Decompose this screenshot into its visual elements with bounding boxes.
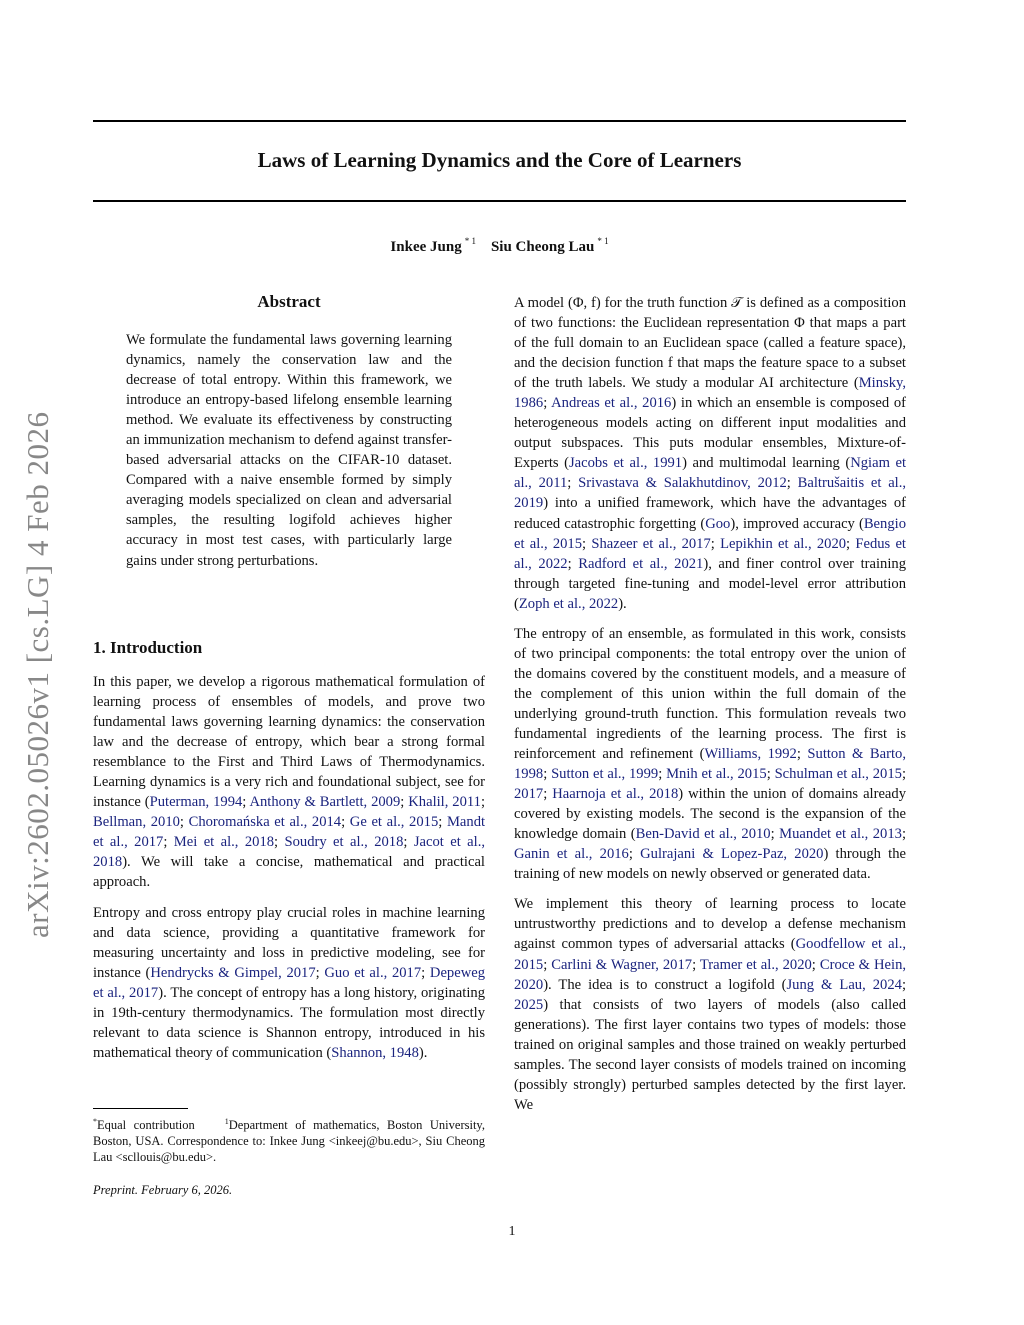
citation-link[interactable]: Goodfellow et al., 2015 (514, 936, 907, 973)
citation-link[interactable]: Bellman, 2010 (93, 814, 180, 831)
citation-link[interactable]: Minsky, 1986 (514, 375, 906, 412)
citation-link[interactable]: Sutton et al., 1999 (551, 766, 659, 783)
citation-link[interactable]: Hendrycks & Gimpel, 2017 (150, 964, 316, 981)
arxiv-stamp: arXiv:2602.05026v1 [cs.LG] 4 Feb 2026 (20, 411, 55, 938)
citation-link[interactable]: Mei et al., 2018 (173, 834, 275, 851)
citation-link[interactable]: Lepikhin et al., 2020 (720, 535, 847, 552)
citation-link[interactable]: Haarnoja et al., 2018 (552, 786, 679, 803)
citation-link[interactable]: Khalil, 2011 (408, 794, 481, 811)
citation-link[interactable]: Baltrušaitis et al., 2019 (514, 475, 907, 512)
citation-link[interactable]: Radford et al., 2021 (578, 555, 704, 572)
author-line (93, 236, 906, 256)
abstract-text: We formulate the fundamental laws governing learning dynamics, namely the conservation law and the decrease of total entropy. Within this framework, we introduce an entropy-based lifelong ensemble learning method. We evaluate its effectiveness by constructing an immunization mechanism to defend against transfer-based adversarial attacks on the CIFAR-10 dataset. Compared with a naive ensemble formed by simply averaging models specialized on clean and adversarial samples, the resulting logifold achieves higher accuracy in most test cases, with particularly large gains under strong perturbations. (126, 332, 452, 569)
author-name: Inkee Jung (390, 239, 462, 255)
citation-link[interactable]: Jacot et al., 2018 (93, 834, 485, 871)
citation-link[interactable]: Carlini & Wagner, 2017 (551, 956, 693, 973)
citation-link[interactable]: 2025 (514, 996, 544, 1013)
author-affil: * 1 (464, 236, 476, 246)
citation-link[interactable]: Depeweg et al., 2017 (93, 964, 486, 1001)
paragraph: We implement this theory of learning process to locate untrustworthy predictions and to develop a defense mechanism against common types of adversarial attacks (Goodfellow et al., 2015; Carlini & Wagner, 2017; Tramer et al., 2020; Croce & Hein, 2020). The idea is to construct a logifold (Jung & Lau, 2024; 2025) that consists of two layers of models (also called generations). The first layer contains two types of models: those trained on original samples and those trained on weakly perturbed samples. The second layer consists of models trained on incoming (possibly strongly) perturbed samples detected by the first layer. We (514, 896, 907, 1113)
citation-link[interactable]: Andreas et al., 2016 (551, 395, 672, 412)
footnote-mark: * (93, 1117, 97, 1126)
paragraph: The entropy of an ensemble, as formulated in this work, consists of two principal components: the total entropy over the union of the domains covered by the constituent models, and a measure of the complement of this union within the full domain of the underlying ground-truth function. This formulation reveals two fundamental ingredients of the learning process. The first is reinforcement and refinement (Williams, 1992; Sutton & Barto, 1998; Sutton et al., 1999; Mnih et al., 2015; Schulman et al., 2015; 2017; Haarnoja et al., 2018) within the union of domains already covered by existing models. The second is the expansion of the knowledge domain (Ben-David et al., 2010; Muandet et al., 2013; Ganin et al., 2016; Gulrajani & Lopez-Paz, 2020) through the training of new models on newly observed or generated data. (514, 625, 907, 883)
citation-link[interactable]: Jung & Lau, 2024 (786, 976, 902, 993)
citation-link[interactable]: Puterman, 1994 (149, 794, 243, 811)
citation-link[interactable]: Tramer et al., 2020 (699, 956, 812, 973)
footnote-rule (93, 1108, 188, 1109)
citation-link[interactable]: Sutton & Barto, 1998 (514, 746, 906, 783)
citation-link[interactable]: Ge et al., 2015 (349, 814, 439, 831)
citation-link[interactable]: Gulrajani & Lopez-Paz, 2020 (640, 846, 824, 863)
title-top-rule (93, 120, 906, 122)
author-affil: * 1 (597, 236, 609, 246)
paragraph: A model (Φ, f) for the truth function 𝒯 is defined as a composition of two functions: the Euclidean representation Φ that maps a part of the full domain to an Euclidean space (called a feature space), and the decision function f that maps the feature space to a subset of the truth labels. We study a modular AI architecture (Minsky, 1986; Andreas et al., 2016) in which an ensemble is composed of heterogeneous models acting on different input modalities and output subspaces. This puts modular ensembles, Mixture-of-Experts (Jacobs et al., 1991) and multimodal learning (Ngiam et al., 2011; Srivastava & Salakhutdinov, 2012; Baltrušaitis et al., 2019) into a unified framework, which have the advantages of reduced catastrophic forgetting (Goo), improved accuracy (Bengio et al., 2015; Shazeer et al., 2017; Lepikhin et al., 2020; Fedus et al., 2022; Radford et al., 2021), and finer control over training through targeted fine-tuning and model-level error attribution (Zoph et al., 2022). (514, 295, 907, 612)
citation-link[interactable]: Ben-David et al., 2010 (635, 826, 771, 843)
footnote-mark: 1 (224, 1117, 229, 1126)
citation-link[interactable]: Srivastava & Salakhutdinov, 2012 (578, 475, 787, 492)
introduction-body (93, 672, 485, 1073)
citation-link[interactable]: Fedus et al., 2022 (514, 535, 906, 572)
footnote-equal: Equal contribution (97, 1118, 195, 1133)
citation-link[interactable]: Ngiam et al., 2011 (514, 455, 907, 492)
citation-link[interactable]: Anthony & Bartlett, 2009 (249, 794, 401, 811)
citation-link[interactable]: Shazeer et al., 2017 (591, 535, 711, 552)
citation-link[interactable]: Mandt et al., 2017 (93, 814, 486, 851)
paragraph: In this paper, we develop a rigorous mathematical formulation of learning process of ensembles of models, and prove two fundamental laws governing learning dynamics: the conservation law and the decrease of entropy, which bear a strong formal resemblance to the First and Third Laws of Thermodynamics. Learning dynamics is a very rich and foundational subject, see for instance (Puterman, 1994; Anthony & Bartlett, 2009; Khalil, 2011; Bellman, 2010; Choromańska et al., 2014; Ge et al., 2015; Mandt et al., 2017; Mei et al., 2018; Soudry et al., 2018; Jacot et al., 2018). We will take a concise, mathematical and practical approach. (93, 674, 486, 891)
paragraph: Entropy and cross entropy play crucial roles in machine learning and data science, providing a quantitative framework for measuring uncertainty and loss in predictive modeling, see for instance (Hendrycks & Gimpel, 2017; Guo et al., 2017; Depeweg et al., 2017). The concept of entropy has a long history, originating in 19th-century thermodynamics. The formulation most directly relevant to data science is Shannon entropy, introduced in his mathematical theory of communication (Shannon, 1948). (93, 904, 486, 1061)
footnote-affiliation: Department of mathematics, Boston University, Boston, USA. Correspondence to: Inkee Jung <inkeej@bu.edu>, Siu Cheong Lau <scllouis@bu.edu>. (93, 1118, 485, 1165)
citation-link[interactable]: 2017 (514, 786, 544, 803)
citation-link[interactable]: Croce & Hein, 2020 (514, 956, 907, 993)
paper-title: Laws of Learning Dynamics and the Core of Learners (257, 148, 742, 172)
citation-link[interactable]: Guo et al., 2017 (324, 964, 422, 981)
page-number: 1 (508, 1224, 516, 1239)
citation-link[interactable]: Schulman et al., 2015 (774, 766, 902, 783)
citation-link[interactable]: Jacobs et al., 1991 (569, 455, 683, 472)
abstract-heading: Abstract (257, 292, 321, 311)
citation-link[interactable]: Bengio et al., 2015 (514, 515, 906, 552)
title-bottom-rule (93, 200, 906, 202)
footnote (93, 1114, 485, 1165)
citation-link[interactable]: Ganin et al., 2016 (514, 846, 629, 863)
citation-link[interactable]: Muandet et al., 2013 (779, 826, 902, 843)
section-heading-introduction: 1. Introduction (93, 638, 203, 657)
citation-link[interactable]: Goo (705, 515, 731, 532)
right-column-body (514, 293, 906, 1125)
citation-link[interactable]: Mnih et al., 2015 (666, 766, 767, 783)
citation-link[interactable]: Zoph et al., 2022 (518, 595, 619, 612)
citation-link[interactable]: Choromańska et al., 2014 (188, 814, 342, 831)
citation-link[interactable]: Shannon, 1948 (331, 1044, 419, 1061)
preprint-note: Preprint. February 6, 2026. (93, 1183, 233, 1197)
citation-link[interactable]: Soudry et al., 2018 (284, 834, 404, 851)
author-name: Siu Cheong Lau (490, 239, 595, 255)
citation-link[interactable]: Williams, 1992 (704, 746, 797, 763)
